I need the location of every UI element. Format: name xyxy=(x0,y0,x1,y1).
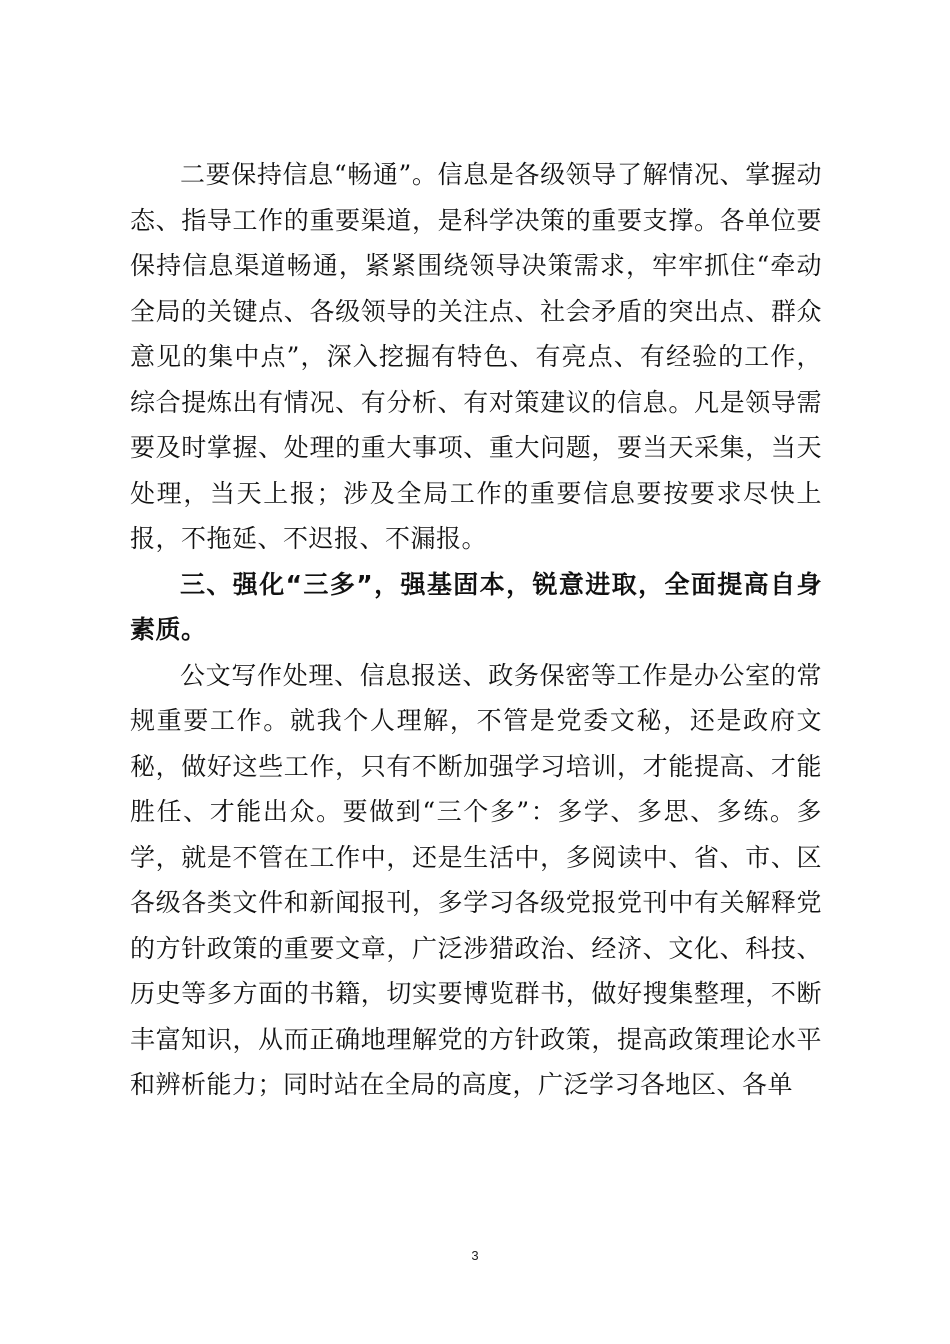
paragraph-three-more: 公文写作处理、信息报送、政务保密等工作是办公室的常规重要工作。就我个人理解，不管是党委文秘，还是政府文秘，做好这些工作，只有不断加强学习培训，才能提高、才能胜任、才能出众。要做到“三个多”：多学、多思、多练。多学，就是不管在工作中，还是生活中，多阅读中、省、市、区各级各类文件和新闻报刊，多学习各级党报党刊中有关解释党的方针政策的重要文章，广泛涉猎政治、经济、文化、科技、历史等多方面的书籍，切实要博览群书，做好搜集整理，不断丰富知识，从而正确地理解党的方针政策，提高政策理论水平和辨析能力；同时站在全局的高度，广泛学习各地区、各单 xyxy=(130,660,822,1099)
document-body xyxy=(130,152,822,1108)
page-number: 3 xyxy=(471,1248,479,1263)
section-heading-three: 三、强化“三多”，强基固本，锐意进取，全面提高自身素质。 xyxy=(130,569,822,644)
paragraph-information-flow: 二要保持信息“畅通”。信息是各级领导了解情况、掌握动态、指导工作的重要渠道，是科学决策的重要支撑。各单位要保持信息渠道畅通，紧紧围绕领导决策需求，牢牢抓住“牵动全局的关键点、各级领导的关注点、社会矛盾的突出点、群众意见的集中点”，深入挖掘有特色、有亮点、有经验的工作，综合提炼出有情况、有分析、有对策建议的信息。凡是领导需要及时掌握、处理的重大事项、重大问题，要当天采集，当天处理，当天上报；涉及全局工作的重要信息要按要求尽快上报，不拖延、不迟报、不漏报。 xyxy=(130,160,822,553)
